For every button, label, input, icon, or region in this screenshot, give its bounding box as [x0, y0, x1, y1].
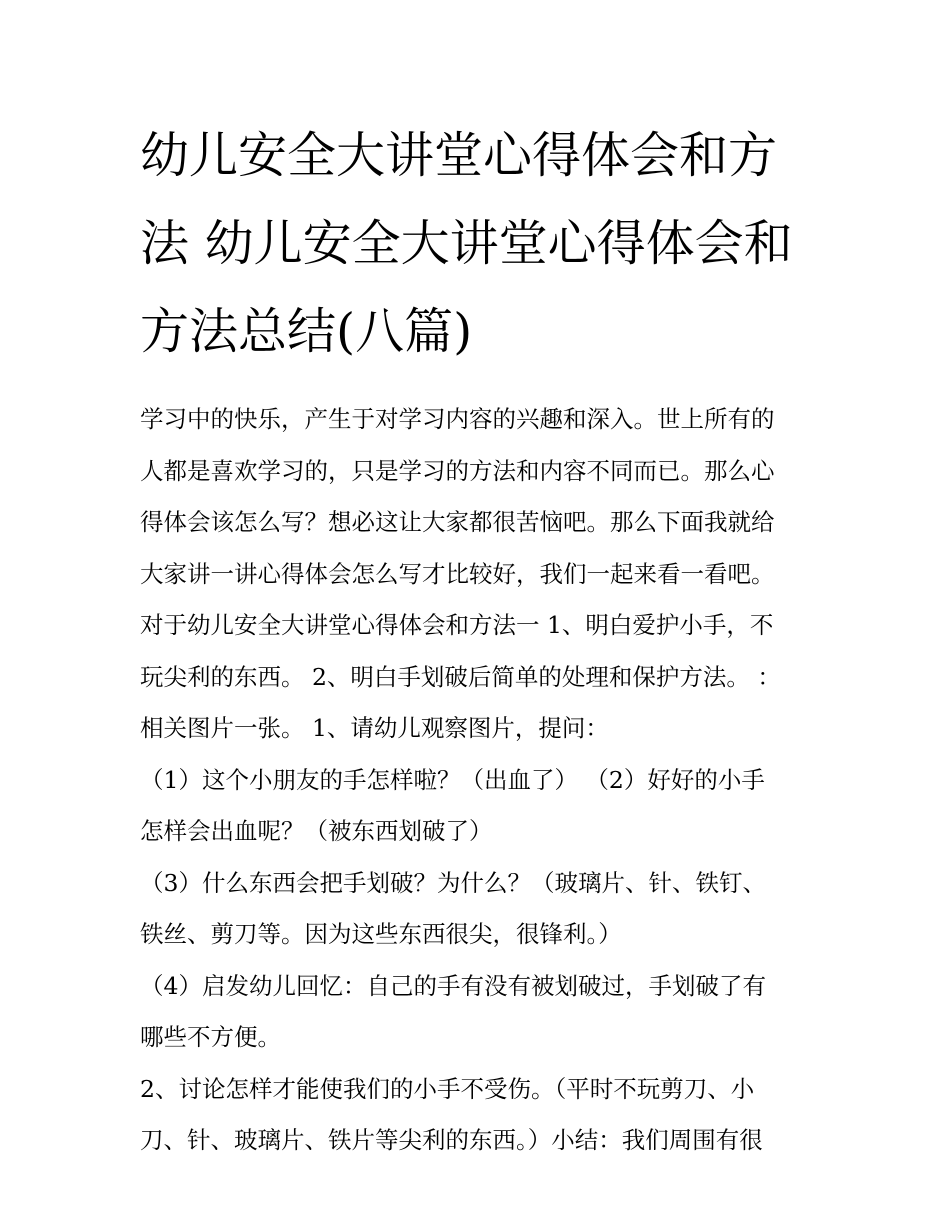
body-line: 得体会该怎么写？想必这让大家都很苦恼吧。那么下面我就给 — [140, 508, 775, 536]
document-title — [140, 112, 820, 376]
title-line: 幼儿安全大讲堂心得体会和方 — [140, 127, 778, 184]
body-line: （4）启发幼儿回忆：自己的手有没有被划破过，手划破了有 — [140, 971, 766, 1000]
body-line: 大家讲一讲心得体会怎么写才比较好，我们一起来看一看吧。 — [140, 559, 775, 588]
document-page — [140, 112, 820, 1167]
body-line: 铁丝、剪刀等。因为这些东西很尖，很锋利。） — [140, 920, 622, 948]
body-line: 相关图片一张。 1、请幼儿观察图片，提问： — [140, 714, 609, 742]
body-line: （3）什么东西会把手划破？为什么？（玻璃片、针、铁钉、 — [140, 868, 766, 897]
body-line: 人都是喜欢学习的，只是学习的方法和内容不同而已。那么心 — [140, 456, 775, 485]
title-line: 方法总结(八篇) — [140, 303, 473, 360]
body-line: 怎样会出血呢？（被东西划破了） — [140, 817, 493, 845]
document-body — [140, 394, 820, 1167]
title-line: 法 幼儿安全大讲堂心得体会和 — [140, 215, 793, 272]
body-line: 2、讨论怎样才能使我们的小手不受伤。（平时不玩剪刀、小 — [140, 1074, 755, 1103]
body-line: 对于幼儿安全大讲堂心得体会和方法一 1、明白爱护小手，不 — [140, 611, 774, 639]
body-line: 玩尖利的东西。 2、明白手划破后简单的处理和保护方法。 ： — [140, 662, 781, 691]
body-line: 哪些不方便。 — [140, 1023, 281, 1051]
body-line: 刀、针、玻璃片、铁片等尖利的东西。）小结：我们周围有很 — [140, 1126, 763, 1154]
body-line: （1）这个小朋友的手怎样啦？（出血了） （2）好好的小手 — [140, 765, 765, 794]
body-line: 学习中的快乐，产生于对学习内容的兴趣和深入。世上所有的 — [140, 405, 775, 433]
